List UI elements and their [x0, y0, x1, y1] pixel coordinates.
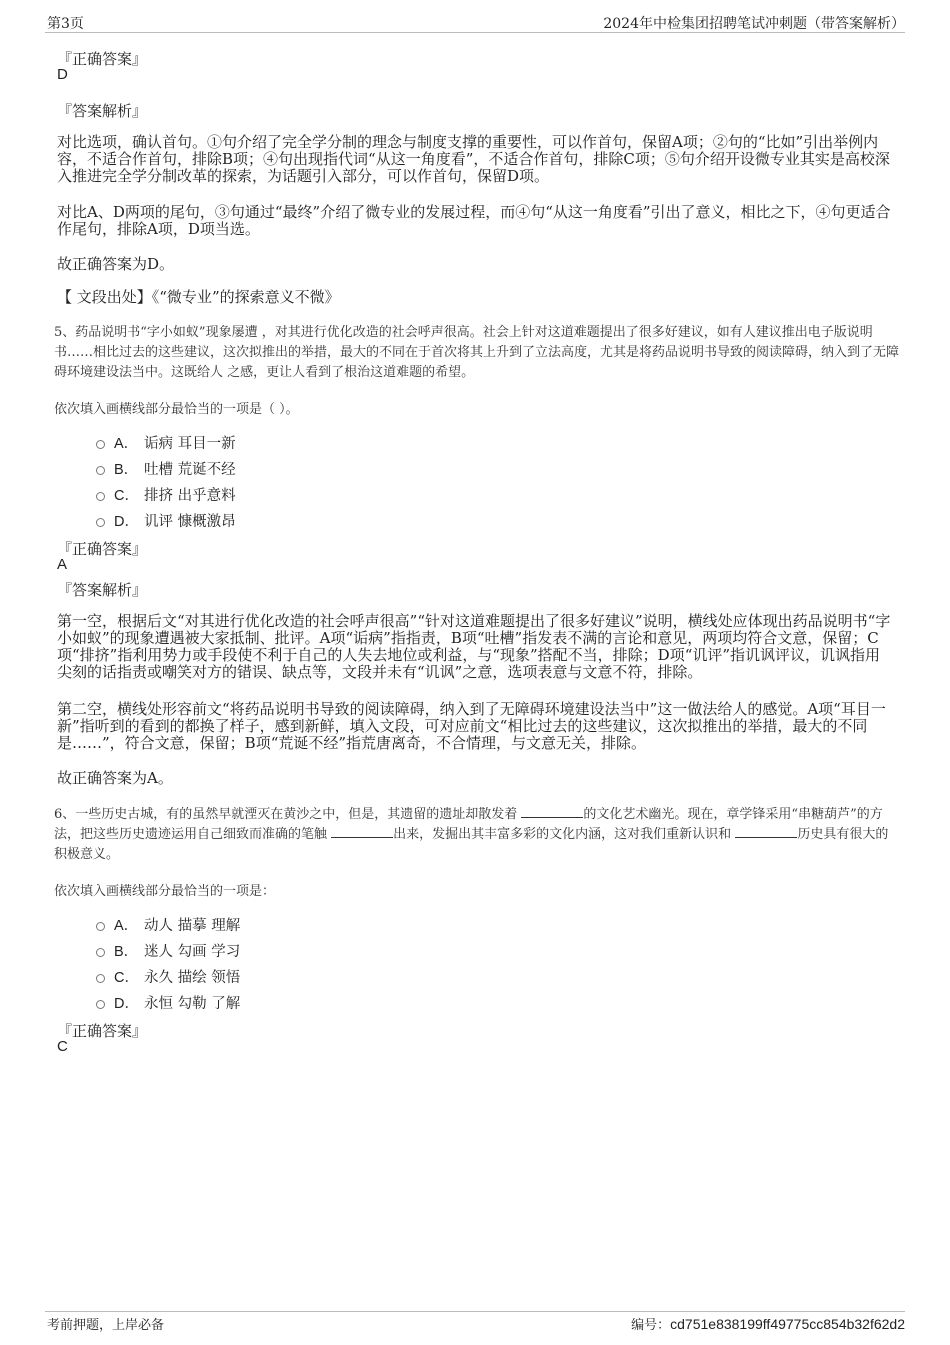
question-text-part: 历史具有很大的积极意义。: [54, 827, 889, 862]
footer-divider: [45, 1311, 905, 1312]
radio-icon[interactable]: [96, 1000, 105, 1009]
fill-blank: [521, 805, 583, 818]
question-text: [54, 805, 899, 865]
question-text-part: 的文化艺术幽光。现在，章学锋采用“串糖葫芦”的方法，把这些历史遗迹运用自己细致而准确的笔触: [54, 807, 883, 842]
radio-icon[interactable]: [96, 974, 105, 983]
option-letter: D．: [114, 514, 139, 530]
option-b[interactable]: [96, 458, 236, 479]
option-letter: C．: [114, 970, 139, 986]
fill-blank: [331, 825, 393, 838]
question-text-part: 出来，发掘出其丰富多彩的文化内涵，这对我们重新认识和: [393, 827, 732, 842]
question-text: 5、药品说明书“字小如蚁”现象屡遭 ，对其进行优化改造的社会呼声很高。社会上针对这道难题提出了很多好建议，如有人建议推出电子版说明书……相比过去的这些建议，这次拟推出的举措，最大的不同在于首次将其上升到了立法高度，尤其是将药品说明书导致的阅读障碍，纳入到了无障碍环境建设法当中。这既给人 之感，更让人看到了根治这道难题的希望。: [54, 325, 900, 380]
fill-blank: [735, 825, 797, 838]
option-letter: B．: [114, 944, 139, 960]
analysis-conclusion: 故正确答案为A。: [57, 769, 173, 787]
radio-icon[interactable]: [96, 466, 105, 475]
analysis-conclusion: 故正确答案为D。: [57, 255, 175, 273]
option-text: 吐槽 荒诞不经: [144, 462, 236, 478]
radio-icon[interactable]: [96, 922, 105, 931]
analysis-label: 『答案解析』: [57, 581, 148, 599]
option-text: 排挤 出乎意料: [144, 488, 236, 504]
option-text: 讥评 慷概激昂: [144, 514, 236, 530]
option-a[interactable]: [96, 432, 236, 453]
option-text: 动人 描摹 理解: [144, 918, 241, 934]
source-citation: 【 文段出处】《“微专业”的探索意义不微》: [57, 288, 340, 306]
option-letter: B．: [114, 462, 139, 478]
footer-slogan: 考前押题，上岸必备: [47, 1318, 165, 1333]
question-prompt: 依次填入画横线部分最恰当的一项是：: [54, 884, 276, 899]
document-code-label: 编号：: [631, 1318, 671, 1333]
correct-answer-value: A: [57, 556, 68, 573]
document-title: 2024年中检集团招聘笔试冲刺题（带答案解析）: [603, 16, 905, 32]
option-text: 永久 描绘 领悟: [144, 970, 241, 986]
analysis-paragraph: 对比A、D两项的尾句，③句通过“最终”介绍了微专业的发展过程，而④句“从这一角度看”引出了意义，相比之下，④句更适合作尾句，排除A项，D项当选。: [57, 203, 891, 238]
option-letter: D．: [114, 996, 139, 1012]
analysis-label: 『答案解析』: [57, 102, 148, 120]
option-text: 永恒 勾勒 了解: [144, 996, 241, 1012]
analysis-paragraph: 第二空，横线处形容前文“将药品说明书导致的阅读障碍，纳入到了无障碍环境建设法当中”这一做法给人的感觉。A项“耳目一新”指听到的看到的都换了样子，感到新鲜，填入文段，可对应前文“相比过去的这些建议，这次拟推出的举措，最大的不同是……”，符合文意，保留；B项“荒诞不经”指荒唐离奇，不合情理，与文意无关，排除。: [57, 700, 886, 752]
option-letter: C．: [114, 488, 139, 504]
radio-icon[interactable]: [96, 492, 105, 501]
option-c[interactable]: [96, 484, 236, 505]
question-text-part: 6、一些历史古城，有的虽然早就湮灭在黄沙之中，但是，其遗留的遗址却散发着: [54, 807, 518, 822]
page-number: 第3页: [47, 16, 84, 32]
radio-icon[interactable]: [96, 948, 105, 957]
option-d[interactable]: [96, 510, 236, 531]
option-a[interactable]: [96, 914, 240, 935]
radio-icon[interactable]: [96, 440, 105, 449]
option-text: 迷人 勾画 学习: [144, 944, 241, 960]
option-letter: A．: [114, 436, 139, 452]
header-divider: [45, 32, 905, 33]
option-d[interactable]: [96, 992, 240, 1013]
radio-icon[interactable]: [96, 518, 105, 527]
correct-answer-label: 『正确答案』: [57, 1022, 148, 1040]
option-c[interactable]: [96, 966, 240, 987]
correct-answer-label: 『正确答案』: [57, 540, 148, 558]
document-code-value: cd751e838199ff49775cc854b32f62d2: [670, 1316, 905, 1332]
analysis-paragraph: 对比选项，确认首句。①句介绍了完全学分制的理念与制度支撑的重要性，可以作首句，保留A项；②句的“比如”引出举例内容，不适合作首句，排除B项；④句出现指代词“从这一角度看”，不适合作首句，排除C项；⑤句介绍开设微专业其实是高校深入推进完全学分制改革的探索，为话题引入部分，可以作首句，保留D项。: [57, 133, 890, 185]
correct-answer-label: 『正确答案』: [57, 50, 148, 68]
option-b[interactable]: [96, 940, 240, 961]
option-letter: A．: [114, 918, 139, 934]
correct-answer-value: D: [57, 66, 68, 83]
analysis-paragraph: 第一空，根据后文“对其进行优化改造的社会呼声很高”“针对这道难题提出了很多好建议”说明，横线处应体现出药品说明书“字小如蚁”的现象遭遇被大家抵制、批评。A项“诟病”指指责，B项“吐槽”指发表不满的言论和意见，两项均符合文意，保留；C项“排挤”指利用势力或手段使不利于自己的人失去地位或利益，与“现象”搭配不当，排除；D项“讥评”指讥讽评议，讥讽指用尖刻的话指责或嘲笑对方的错误、缺点等，文段并未有“讥讽”之意，选项表意与文意不符，排除。: [57, 612, 891, 681]
correct-answer-value: C: [57, 1038, 68, 1055]
question-prompt: 依次填入画横线部分最恰当的一项是（ ）。: [54, 402, 299, 417]
option-text: 诟病 耳目一新: [144, 436, 236, 452]
document-code: [631, 1314, 905, 1333]
